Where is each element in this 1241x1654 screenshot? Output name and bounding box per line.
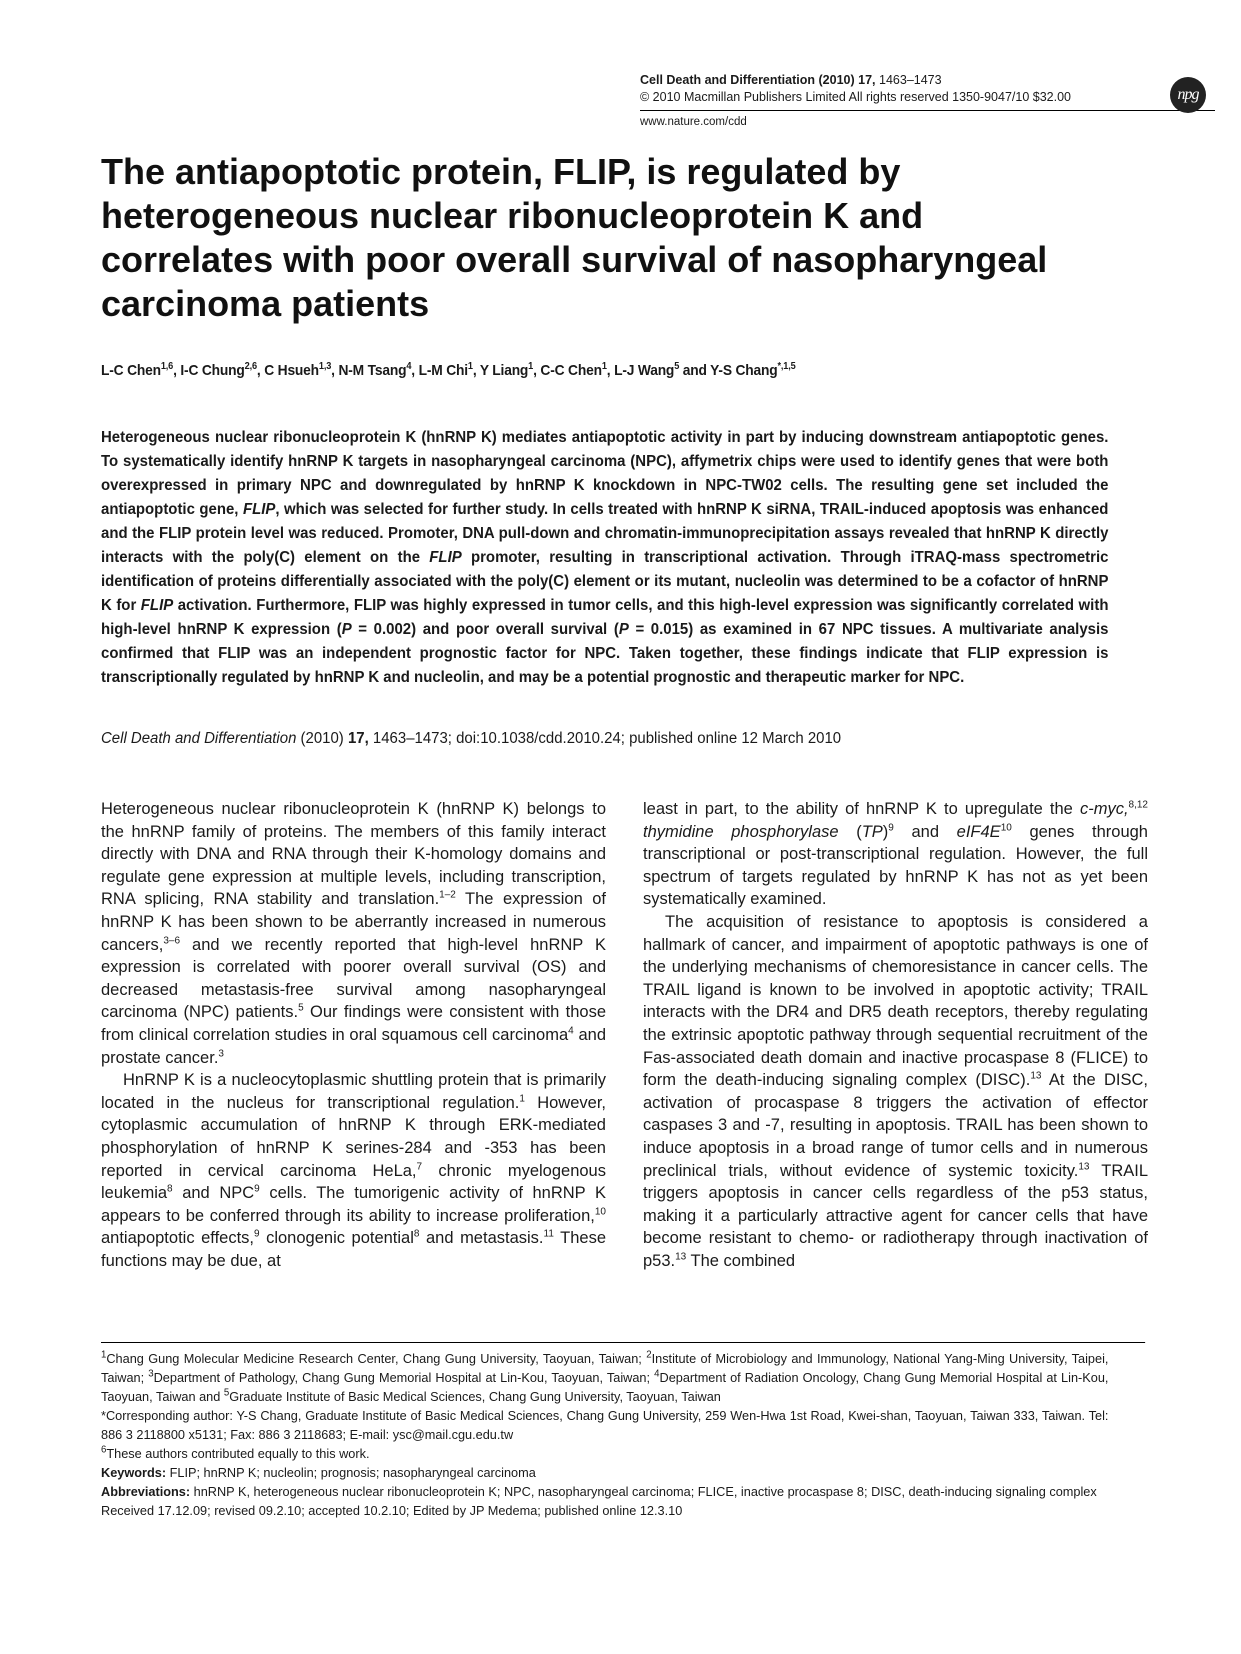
author-separator: ,	[533, 362, 541, 379]
author-name: L-C Chen	[101, 362, 161, 379]
reference-marker[interactable]: 10	[1000, 822, 1012, 834]
author-name: L-M Chi	[418, 362, 468, 379]
journal-citation-line	[640, 72, 1120, 89]
author-name: C-C Chen	[540, 362, 602, 379]
reference-marker[interactable]: 8,12	[1128, 799, 1148, 811]
affiliations: $^1$Chang Gung Molecular Medicine Research Center, Chang Gung University, Taoyuan, Taiwan; $^2$Institute of Microbiology and Immunology, National Yang-Ming University, Taipei, Taiwan; $^3$Department of Pathology, Chang Gung Memorial Hospital at Lin-Kou, Taoyuan, Taiwan; $^4$Department of Radiation Oncology, Chang Gung Memorial Hospital at Lin-Kou, Taoyuan, Taiwan and $^5$Graduate Institute of Basic Medical Sciences, Chang Gung University, Taoyuan, Taiwan	[101, 1349, 1109, 1404]
author-separator: ,	[173, 362, 181, 379]
reference-marker[interactable]: 10	[594, 1206, 606, 1218]
body-column-right	[643, 798, 1148, 1272]
author-affiliation-marker: 1	[601, 361, 607, 372]
abstract-p-value-italic: P	[618, 621, 629, 638]
article-title: The antiapoptotic protein, FLIP, is regulated by heterogeneous nuclear ribonucleoprotein K and correlates with poor overall survival of nasopharyngeal carcinoma patients	[101, 151, 1048, 324]
abstract-text: = 0.015) as examined in 67 NPC tissues. A multivariate analysis confirmed that FLIP was an independent prognostic factor for NPC. Taken together, these findings indicate that FLIP expression is transcriptionally regulated by hnRNP K and nucleolin, and may be a potential prognostic and therapeutic marker for NPC.	[101, 621, 1109, 686]
author-name: N-M Tsang	[338, 362, 407, 379]
abbreviations: Abbreviations: hnRNP K, heterogeneous nuclear ribonucleoprotein K; NPC, nasopharyngeal carcinoma; FLICE, inactive procaspase 8; DISC, death-inducing signaling complex	[101, 1484, 1097, 1499]
author-affiliation-marker: 5	[674, 361, 680, 372]
abstract-text: = 0.002) and poor overall survival (	[351, 621, 619, 638]
citation-year: (2010)	[296, 730, 348, 747]
author-affiliation-marker: 1	[528, 361, 534, 372]
abstract-text: promoter, resulting in transcriptional activation. Through iTRAQ-mass spectrometric identification of proteins differentially associated with the poly(C) element or its mutant, nucleolin was determined to be a cofactor of hnRNP K for	[101, 549, 1109, 614]
reference-marker[interactable]: 13	[1030, 1070, 1042, 1082]
corresponding-author: *Corresponding author: Y-S Chang, Graduate Institute of Basic Medical Sciences, Chang Gung University, 259 Wen-Hwa 1st Road, Kwei-shan, Taoyuan, Taiwan 333, Taiwan. Tel: 886 3 2118800 x5131; Fax: 886 3 2118683; E-mail: ysc@mail.cgu.edu.tw	[101, 1408, 1109, 1442]
header-rule	[640, 110, 1215, 111]
reference-marker[interactable]: 8	[413, 1228, 420, 1240]
body-paragraph: least in part, to the ability of hnRNP K to upregulate the c-myc,$^{8,12}$ thymidine phosphorylase (TP)$^9$ and $eIF4E^{10}$ genes through transcriptional or post-transcriptional regulation. However, the full spectrum of targets regulated by hnRNP K has not as yet been systematically examined.	[643, 799, 1148, 909]
journal-website-link[interactable]: www.nature.com/cdd	[640, 116, 747, 128]
author-separator: ,	[256, 362, 265, 379]
author-list	[101, 362, 1067, 379]
author-affiliation-marker: 4	[406, 361, 412, 372]
body-paragraph: Heterogeneous nuclear ribonucleoprotein K (hnRNP K) belongs to the hnRNP family of proteins. The members of this family interact directly with DNA and RNA through their K-homology domains and regulate gene expression at multiple levels, including transcription, RNA splicing, RNA stability and translation.$^{1-2}$ The expression of hnRNP K has been shown to be aberrantly increased in numerous cancers,$^{3-6}$ and we recently reported that high-level hnRNP K expression is correlated with poorer overall survival (OS) and decreased metastasis-free survival among nasopharyngeal carcinoma (NPC) patients.$^5$ Our findings were consistent with those from clinical correlation studies in oral squamous cell carcinoma$^4$ and prostate cancer.$^3$	[101, 800, 606, 1067]
abstract-p-value-italic: P	[341, 621, 352, 638]
journal-name: Cell Death and Differentiation	[640, 73, 816, 87]
article-citation	[101, 728, 1108, 750]
reference-marker[interactable]: 9	[254, 1183, 260, 1195]
npg-logo: npg	[1170, 77, 1206, 113]
equal-contribution-note: $^6$These authors contributed equally to this work.	[101, 1444, 370, 1461]
abstract-gene-italic: FLIP	[429, 549, 462, 566]
author-affiliation-marker: 1,3	[318, 361, 332, 372]
reference-marker[interactable]: 1	[519, 1093, 525, 1105]
footnotes	[101, 1342, 1108, 1520]
abstract-gene-italic: FLIP	[140, 597, 174, 614]
reference-marker[interactable]: 13	[1078, 1161, 1090, 1172]
author-affiliation-marker: *,1,5	[777, 361, 796, 372]
body-paragraph: The acquisition of resistance to apoptosis is considered a hallmark of cancer, and impairment of apoptotic pathways is one of the underlying mechanisms of chemoresistance in cancer cells. The TRAIL ligand is known to be involved in apoptotic activity; TRAIL interacts with the DR4 and DR5 death receptors, thereby regulating the extrinsic apoptotic pathway through sequential recruitment of the Fas-associated death domain and inactive procaspase 8 (FLICE) to form the death-inducing signaling complex (DISC).$^{13}$ At the DISC, activation of procaspase 8 triggers the activation of effector caspases 3 and -7, resulting in apoptosis. TRAIL has been shown to induce apoptosis in a broad range of tumor cells and in numerous preclinical trials, without evidence of systemic toxicity.$^{13}$ TRAIL triggers apoptosis in cancer cells regardless of the p53 status, making it a particularly attractive agent for cancer cells that have become resistant to chemo- or radiotherapy through inactivation of p53.13 The combined	[643, 912, 1149, 1270]
reference-marker[interactable]: 5	[298, 1002, 304, 1014]
reference-marker[interactable]: 9	[254, 1228, 260, 1240]
keywords: Keywords: FLIP; hnRNP K; nucleolin; prognosis; nasopharyngeal carcinoma	[101, 1465, 536, 1480]
copyright-line: © 2010 Macmillan Publishers Limited All rights reserved 1350-9047/10 $32.00	[640, 90, 1071, 104]
author-name: L-J Wang	[614, 362, 675, 379]
author-name: I-C Chung	[180, 362, 245, 379]
journal-pages: 1463–1473	[879, 73, 942, 87]
journal-year: (2010)	[818, 73, 855, 87]
body-column-left	[101, 798, 606, 1272]
abstract-gene-italic: FLIP	[242, 501, 276, 518]
author-separator: and	[679, 362, 711, 379]
author-name: Y Liang	[479, 362, 529, 379]
journal-volume: 17,	[858, 73, 876, 87]
reference-marker[interactable]: 9	[888, 822, 894, 834]
author-affiliation-marker: 2,6	[244, 361, 257, 372]
reference-marker[interactable]: 3–6	[163, 935, 181, 947]
author-name: C Hsueh	[264, 362, 319, 379]
reference-marker[interactable]: 3	[218, 1048, 224, 1060]
reference-marker[interactable]: 8	[167, 1183, 173, 1195]
author-separator: ,	[472, 362, 480, 379]
author-name: Y-S Chang	[710, 362, 778, 379]
reference-marker[interactable]: 11	[543, 1228, 554, 1240]
footnote-rule	[101, 1342, 1145, 1343]
reference-marker[interactable]: 13	[675, 1251, 687, 1263]
citation-volume: 17,	[347, 730, 369, 747]
author-separator: ,	[606, 362, 615, 379]
reference-marker[interactable]: 7	[416, 1161, 423, 1172]
author-affiliation-marker: 1,6	[160, 361, 174, 372]
journal-header	[640, 72, 1120, 128]
reference-marker[interactable]: 4	[568, 1025, 574, 1037]
body-paragraph: HnRNP K is a nucleocytoplasmic shuttling protein that is primarily located in the nucleus for transcriptional regulation.$^1$ However, cytoplasmic accumulation of hnRNP K through ERK-mediated phosphorylation of hnRNP K serines-284 and -353 has been reported in cervical carcinoma HeLa,$^7$ chronic myelogenous leukemia$^8$ and NPC$^9$ cells. The tumorigenic activity of hnRNP K appears to be conferred through its ability to increase proliferation,$^{10}$ antiapoptotic effects,$^9$ clonogenic potential$^8$ and metastasis.$^{11}$ These functions may be due, at	[101, 1071, 606, 1270]
abstract-text: Heterogeneous nuclear ribonucleoprotein K (hnRNP K) mediates antiapoptotic activity in part by inducing downstream antiapoptotic genes. To systematically identify hnRNP K targets in nasopharyngeal carcinoma (NPC), affymetrix chips were used to identify genes that were both overexpressed in primary NPC and downregulated by hnRNP K knockdown in NPC-TW02 cells. The resulting gene set included the antiapoptotic gene,	[101, 429, 1109, 518]
abstract-text: , which was selected for further study. In cells treated with hnRNP K siRNA, TRAIL-induced apoptosis was enhanced and the FLIP protein level was reduced. Promoter, DNA pull-down and chromatin-immunoprecipitation assays revealed that hnRNP K directly interacts with the poly(C) element on the	[101, 501, 1109, 566]
author-separator: ,	[331, 362, 339, 379]
received-dates: Received 17.12.09; revised 09.2.10; accepted 10.2.10; Edited by JP Medema; published online 12.3.10	[101, 1503, 683, 1518]
citation-journal: Cell Death and Differentiation	[101, 730, 297, 747]
abstract-text: activation. Furthermore, FLIP was highly expressed in tumor cells, and this high-level expression was significantly correlated with high-level hnRNP K expression (	[101, 597, 1109, 638]
citation-doi: 1463–1473; doi:10.1038/cdd.2010.24; published online 12 March 2010	[368, 730, 842, 747]
author-affiliation-marker: 1	[467, 361, 473, 372]
author-separator: ,	[411, 362, 419, 379]
abstract	[101, 426, 1108, 690]
reference-marker[interactable]: 1–2	[439, 889, 456, 901]
